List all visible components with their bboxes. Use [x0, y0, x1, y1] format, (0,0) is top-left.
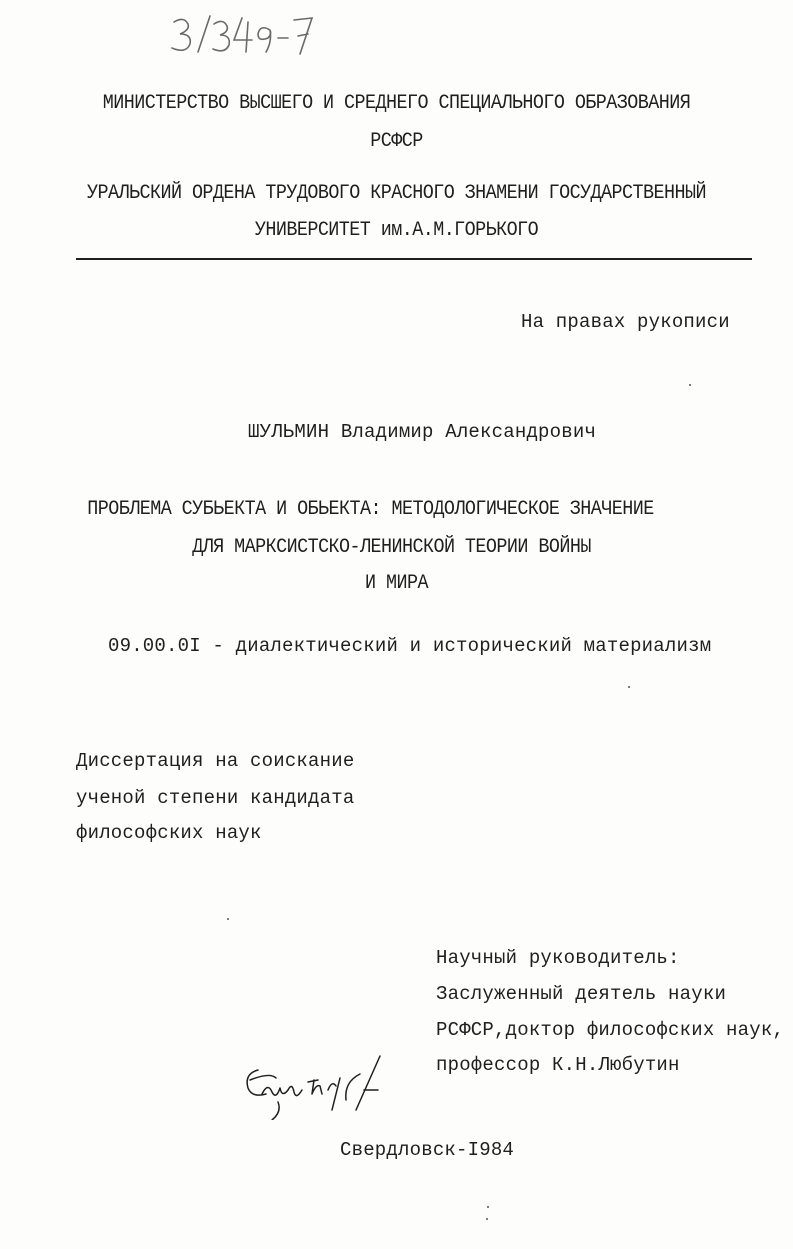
scan-speck: [227, 918, 229, 920]
ministry-line-2: РСФСР: [370, 130, 423, 153]
scan-speck: [486, 1218, 488, 1220]
advisor-heading: Научный руководитель:: [436, 947, 680, 969]
advisor-title-line-2: РСФСР,доктор философских наук,: [436, 1019, 785, 1041]
university-line-2: УНИВЕРСИТЕТ им.А.М.ГОРЬКОГО: [254, 219, 539, 242]
scan-speck: [628, 686, 630, 688]
university-line-1: УРАЛЬСКИЙ ОРДЕНА ТРУДОВОГО КРАСНОГО ЗНАМЕНИ ГОСУДАРСТВЕННЫЙ: [87, 182, 706, 205]
author-name: ШУЛЬМИН Владимир Александрович: [248, 421, 597, 443]
advisor-title-line-1: Заслуженный деятель науки: [436, 983, 727, 1005]
author-signature: [236, 1050, 386, 1120]
header-divider: [76, 258, 752, 260]
dissertation-purpose-line-3: философских наук: [76, 822, 262, 844]
advisor-name: профессор К.Н.Любутин: [436, 1054, 680, 1076]
dissertation-title-line-2: ДЛЯ МАРКСИСТСКО-ЛЕНИНСКОЙ ТЕОРИИ ВОЙНЫ: [192, 536, 591, 559]
dissertation-purpose-line-1: Диссертация на соискание: [76, 750, 355, 772]
dissertation-purpose-line-2: ученой степени кандидата: [76, 787, 355, 809]
dissertation-title-line-1: ПРОБЛЕМА СУБЬЕКТА И ОБЬЕКТА: МЕТОДОЛОГИЧЕСКОЕ ЗНАЧЕНИЕ: [87, 498, 654, 521]
specialty-code: 09.00.0I - диалектический и исторический материализм: [108, 635, 712, 657]
dissertation-title-line-3: И МИРА: [365, 572, 428, 595]
scan-speck: [689, 384, 691, 386]
manuscript-note: На правах рукописи: [521, 311, 730, 333]
scan-speck: [487, 1206, 489, 1208]
handwritten-inventory-number: [160, 8, 330, 64]
place-and-year: Свердловск-I984: [340, 1139, 515, 1161]
ministry-line-1: МИНИСТЕРСТВО ВЫСШЕГО И СРЕДНЕГО СПЕЦИАЛЬНОГО ОБРАЗОВАНИЯ: [102, 92, 691, 115]
